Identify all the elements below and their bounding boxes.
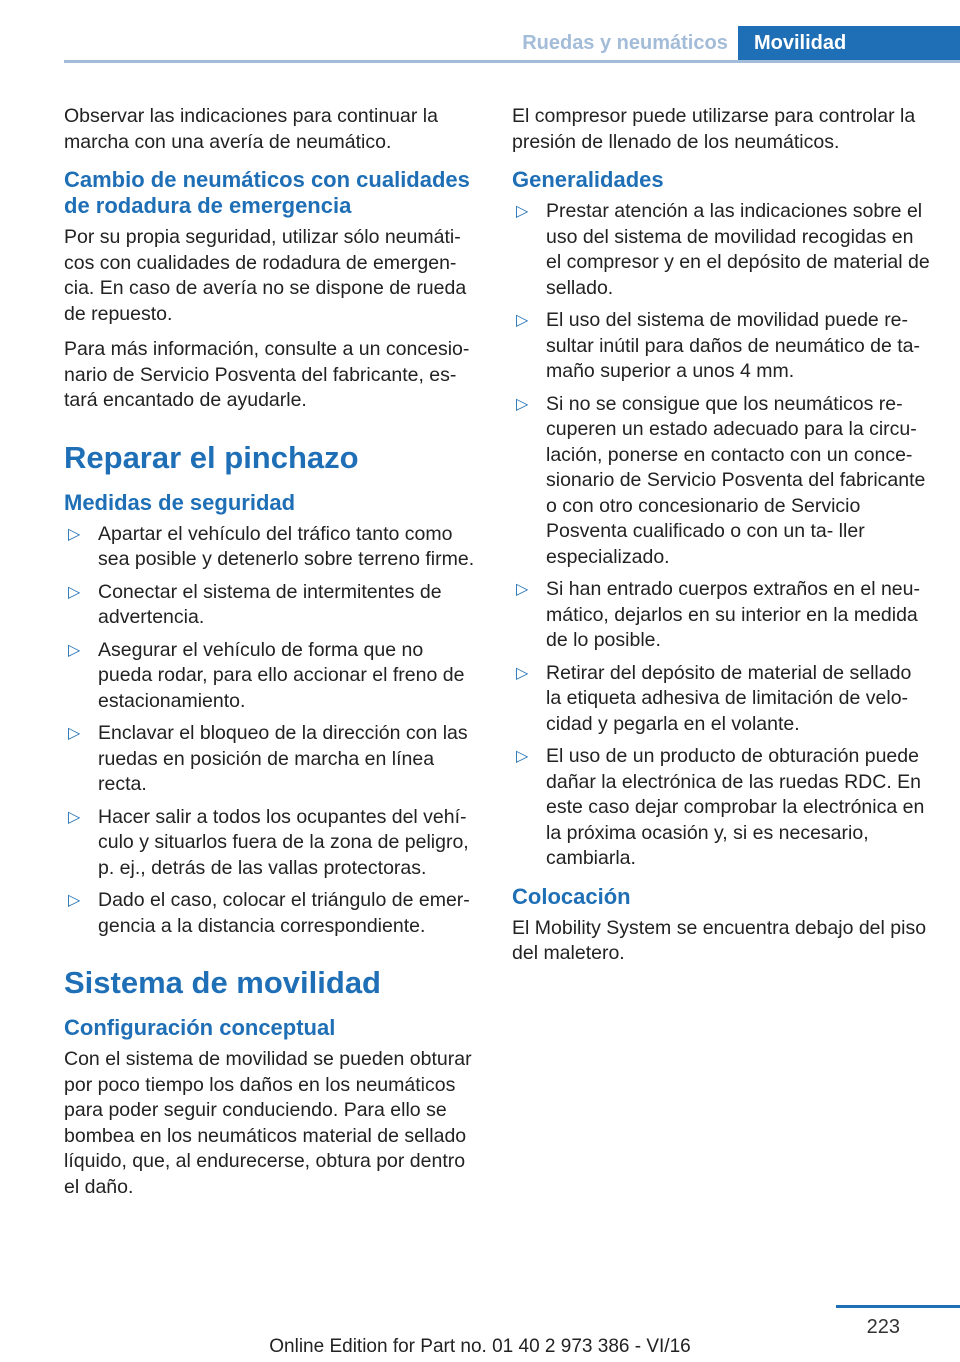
list-item [64,522,482,573]
general-list [512,199,930,872]
list-item [64,721,482,798]
triangle-bullet-icon: ▷ [68,641,81,659]
list-item [512,661,930,738]
triangle-bullet-icon: ▷ [68,583,81,601]
list-item-text: El uso del sistema de movilidad puede re‐ sultar inútil para daños de neumático de ta‐ maño superior a unos 4 mm. [546,309,920,382]
list-item-text: Conectar el sistema de intermitentes de advertencia. [98,580,442,628]
triangle-bullet-icon: ▷ [68,525,81,543]
placement-paragraph: El Mobility System se encuentra debajo del piso del maletero. [512,916,927,964]
list-item-text: Apartar el vehículo del tráfico tanto como sea posible y detenerlo sobre terreno firme. [98,522,475,570]
page-number: 223 [866,1316,900,1338]
left-column [64,104,482,1210]
run-flat-paragraph-1: Por su propia seguridad, utilizar sólo neumáti‐ cos con cualidades de rodadura de emergen‐ cia. En caso de avería no se dispone de rueda de repuesto. [64,226,467,325]
page-header [0,0,960,64]
concept-paragraph: Con el sistema de movilidad se pueden obturar por poco tiempo los daños en los neumáticos para poder seguir conduciendo. Para ello se bombea en los neumáticos material de sellado líquido, que, al endurecerse, obtura por dentro el daño. [64,1048,472,1198]
list-item [512,577,930,654]
list-item-text: Enclavar el bloqueo de la dirección con las ruedas en posición de marcha en línea recta. [98,722,468,795]
header-divider [64,60,960,63]
list-item-text: Retirar del depósito de material de sellado la etiqueta adhesiva de limitación de velo‐ cidad y pegarla en el volante. [546,661,912,735]
compressor-paragraph: El compresor puede utilizarse para controlar la presión de llenado de los neumáticos. [512,105,916,153]
list-item [512,308,930,385]
list-item [512,392,930,571]
run-flat-paragraph-2: Para más información, consulte a un concesio‐ nario de Servicio Posventa del fabricante, es‐ tará encantado de ayudarle. [64,338,470,411]
list-item [64,580,482,631]
triangle-bullet-icon: ▷ [516,395,529,413]
header-section-title: Ruedas y neumáticos [522,32,728,54]
list-item [64,888,482,939]
list-item [64,638,482,715]
list-item-text: Si no se consigue que los neumáticos re‐ cuperen un estado adecuado para la circu‐ lación, ponerse en contacto con un conce‐ sionario de Servicio Posventa del fabricante o con otro concesionario de Servicio Posventa cualificado o con un ta‐ ller especializado. [546,392,926,568]
triangle-bullet-icon: ▷ [516,581,529,598]
list-item-text: Asegurar el vehículo de forma que no pueda rodar, para ello accionar el freno de estacionamiento. [98,638,465,712]
list-item-text: Si han entrado cuerpos extraños en el neu‐ mático, dejarlos en su interior en la medida de lo posible. [546,578,920,651]
list-item-text: Dado el caso, colocar el triángulo de emer‐ gencia a la distancia correspondiente. [98,889,470,937]
triangle-bullet-icon: ▷ [516,203,529,220]
concept-heading: Configuración conceptual [64,1015,336,1040]
list-item-text: Hacer salir a todos los ocupantes del vehí‐ culo y situarlos fuera de la zona de peligro, p. ej., detrás de las vallas protectoras. [98,805,469,879]
general-heading: Generalidades [512,167,664,192]
repair-title: Reparar el pinchazo [64,439,359,475]
placement-heading: Colocación [512,883,631,909]
list-item [512,199,930,301]
triangle-bullet-icon: ▷ [516,748,529,765]
triangle-bullet-icon: ▷ [68,892,81,909]
triangle-bullet-icon: ▷ [68,808,81,826]
run-flat-heading: Cambio de neumáticos con cualidades de rodadura de emergencia [64,167,470,218]
list-item [512,744,930,872]
safety-list [64,522,482,940]
intro-paragraph: Observar las indicaciones para continuar la marcha con una avería de neumático. [64,105,438,153]
triangle-bullet-icon: ▷ [68,725,81,742]
list-item [64,805,482,882]
footer-divider [836,1305,960,1308]
right-column [512,104,930,977]
safety-heading: Medidas de seguridad [64,489,296,515]
mobility-title: Sistema de movilidad [64,965,381,1000]
edition-footer: Online Edition for Part no. 01 40 2 973 386 - VI/16 [269,1336,691,1357]
list-item-text: Prestar atención a las indicaciones sobre el uso del sistema de movilidad recogidas en el compresor y en el depósito de material de sellado. [546,200,930,299]
header-chapter-tab: Movilidad [738,26,960,60]
triangle-bullet-icon: ▷ [516,664,529,682]
list-item-text: El uso de un producto de obturación puede dañar la electrónica de las ruedas RDC. En este caso dejar comprobar la electrónica en la próxima ocasión y, si es necesario, cambiarla. [546,745,925,869]
triangle-bullet-icon: ▷ [516,312,529,329]
